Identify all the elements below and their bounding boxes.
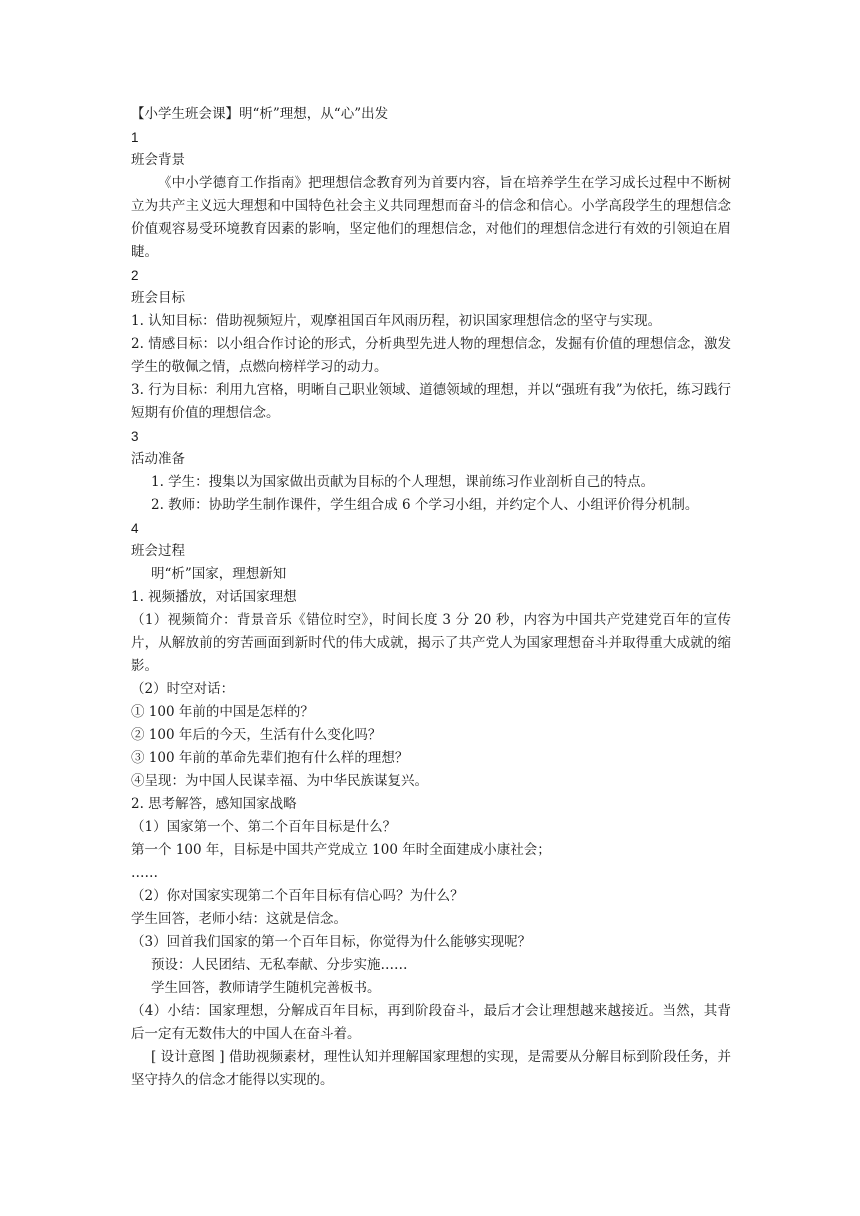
section-number: 1 [131, 130, 139, 145]
step-paragraph: 学生回答，教师请学生随机完善板书。 [151, 980, 381, 996]
step-paragraph: 预设：人民团结、无私奉献、分步实施…… [151, 957, 408, 973]
section-heading: 班会过程 [131, 543, 185, 559]
step-paragraph: （4）小结：国家理想，分解成百年目标，再到阶段奋斗，最后才会让理想越来越接近。当然，其背后一定有无数伟大的中国人在奋斗着。 [131, 1003, 731, 1042]
list-item: 2. 情感目标：以小组合作讨论的形式，分析典型先进人物的理想信念，发掘有价值的理想信念，激发学生的敬佩之情，点燃向榜样学习的动力。 [131, 336, 731, 375]
section-heading: 活动准备 [131, 451, 185, 467]
list-item: ④呈现：为中国人民谋幸福、为中华民族谋复兴。 [131, 773, 428, 789]
ellipsis-line: …… [131, 865, 158, 881]
list-item: 1. 认知目标：借助视频短片，观摩祖国百年风雨历程，初识国家理想信念的坚守与实现。 [131, 313, 662, 329]
list-item: ① 100 年前的中国是怎样的？ [131, 704, 314, 720]
step-paragraph: （2）时空对话： [131, 681, 235, 697]
list-item: 1. 学生：搜集以为国家做出贡献为目标的个人理想，课前练习作业剖析自己的特点。 [151, 474, 655, 490]
section-heading: 班会目标 [131, 290, 185, 306]
list-item: ② 100 年后的今天，生活有什么变化吗？ [131, 727, 382, 743]
subsection-heading: 明“析”国家，理想新知 [151, 566, 287, 582]
document-page [131, 103, 731, 1092]
section-body: 《中小学德育工作指南》把理想信念教育列为首要内容，旨在培养学生在学习成长过程中不断树立为共产主义远大理想和中国特色社会主义共同理想而奋斗的信念和信心。小学高段学生的理想信念价值观容易受环境教育因素的影响，坚定他们的理想信念，对他们的理想信念进行有效的引领迫在眉睫。 [131, 175, 731, 260]
step-paragraph: （2）你对国家实现第二个百年目标有信心吗？为什么？ [131, 888, 464, 904]
section-number: 3 [131, 429, 139, 444]
section-heading: 班会背景 [131, 152, 185, 168]
design-intent: [ 设计意图 ] 借助视频素材，理性认知并理解国家理想的实现，是需要从分解目标到阶段任务，并坚守持久的信念才能得以实现的。 [131, 1049, 731, 1088]
list-item: ③ 100 年前的革命先辈们抱有什么样的理想？ [131, 750, 409, 766]
list-item: 3. 行为目标：利用九宫格，明晰自己职业领域、道德领域的理想，并以“强班有我”为依托，练习践行短期有价值的理想信念。 [131, 382, 731, 421]
step-paragraph: 第一个 100 年，目标是中国共产党成立 100 年时全面建成小康社会； [131, 842, 551, 858]
section-number: 4 [131, 521, 139, 536]
list-item: 2. 教师：协助学生制作课件，学生组合成 6 个学习小组，并约定个人、小组评价得分机制。 [151, 497, 699, 513]
step-paragraph: 学生回答，老师小结：这就是信念。 [131, 911, 347, 927]
step-paragraph: （1）国家第一个、第二个百年目标是什么？ [131, 819, 397, 835]
step-title: 2. 思考解答，感知国家战略 [131, 796, 297, 812]
section-number: 2 [131, 268, 139, 283]
step-paragraph: （1）视频简介：背景音乐《错位时空》，时间长度 3 分 20 秒，内容为中国共产党建党百年的宣传片，从解放前的穷苦画面到新时代的伟大成就，揭示了共产党人为国家理想奋斗并取得重大成就的缩影。 [131, 612, 731, 674]
step-paragraph: （3）回首我们国家的第一个百年目标，你觉得为什么能够实现呢？ [131, 934, 532, 950]
document-title: 【小学生班会课】明“析”理想，从“心”出发 [131, 106, 389, 122]
step-title: 1. 视频播放，对话国家理想 [131, 589, 297, 605]
